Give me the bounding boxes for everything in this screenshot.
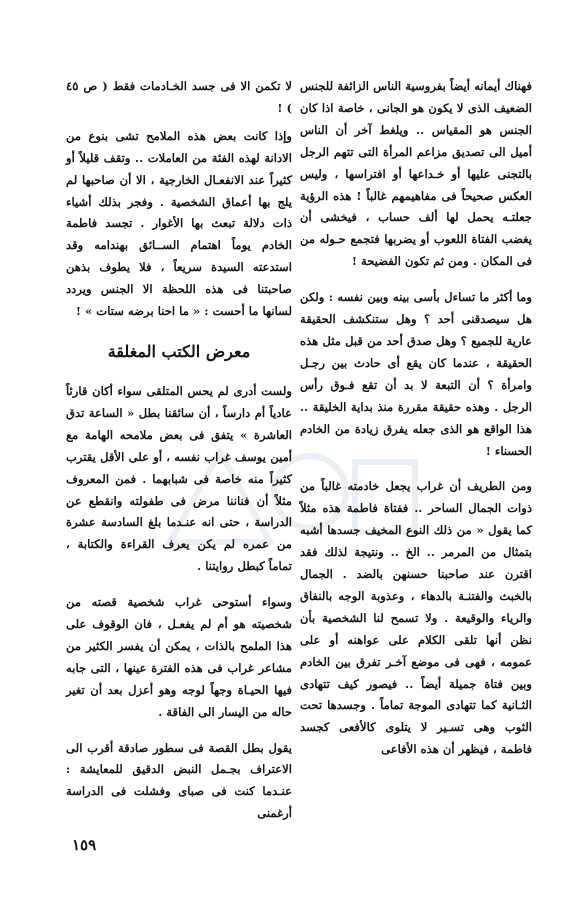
- left-column: [66, 76, 292, 839]
- left-paragraph-1: وإذا كانت بعض هذه الملامح تشى بنوع من الادانة لهذه الفئة من العاملات .. وتقف قليلاً أو كثيراً عند الانفعـال الخارجية ، الا أن صاحبها لم يلج بها أعماق الشخصية . وفجر بذلك أشياء ذات دلالة تبعث بها الأغوار . تجسد فاطمة الخادم يوماً اهتمام الســائق بهندامه وقد استدعته السيدة سريعاً ، فلا يطوف بذهن صاحبتنا فى هذه اللحظة الا الجنس ويردد لسانها ما أحست : « ما احنا برضه ستات » !: [66, 128, 292, 319]
- left-paragraph-2: ولست أدرى لم يحس المتلقى سواء أكان قارئاً عادياً أم دارساً ، أن سائقنا بطل « الساعة تدق العاشرة » يتفق فى بعض ملامحه الهامة مع أمين يوسف غراب نفسه ، أو على الأقل يقترب كثيراً منه خاصة فى شبابهما . فمن المعروف مثلاً أن فناننا مرض فى طفولته وانقطع عن الدراسة ، حتى انه عنـدما بلغ السادسة عشرة من عمره لم يكن يعرف القراءة والكتابة ، تماماً كبطل روايتنا .: [66, 383, 292, 574]
- right-paragraph-2: وما أكثر ما تساءل بأسى بينه وبين نفسه : ولكن هل سيصدقنى أحد ؟ وهل ستنكشف الحقيقة عارية للجميع ؟ وهل صدق أحد من قبل مثل هذه الحقيقة ، عندما كان يقع أى حادث بين رجـل وامرأة ؟ أن التبعة لا بد أن تقع فـوق رأس الرجل . وهذه حقيقة مقررة منذ بداية الخليقة .. هذا الواقع هو الذى جعله يفرق زيادة من الخادم الحسناء !: [300, 290, 532, 458]
- right-column: [300, 76, 532, 775]
- left-opening-paragraph: لا تكمن الا فى جسد الخـادمات فقط ( ص ٤٥ ) !: [66, 79, 292, 115]
- section-heading: معرض الكتب المغلقة: [107, 341, 251, 361]
- left-paragraph-4: يقول بطل القصة فى سطور صادقة أقرب الى الاعتراف بجـمل النبض الدقيق للمعايشة : عنـدما كنت فى صباى وفشلت فى الدراسة أرغمنى: [66, 740, 292, 821]
- page-number: ١٥٩: [72, 836, 97, 854]
- left-paragraph-3: وسواء أستوحى غراب شخصية قصته من شخصيته هو أم لم يفعـل ، فان الوقوف على هذا الملمح بالذات ، يمكن أن يفسر الكثير من مشاعر غراب فى هذه الفترة عينها ، التى جابه فيها الحيـاة وجهاً لوجه وهو أعزل بعد أن تغير حاله من اليسار الى الفاقة .: [66, 595, 292, 719]
- right-paragraph-3: ومن الطريف أن غراب يجعل خادمته غالباً من ذوات الجمال الساحر .. ففتاة فاطمة هذه مثلاً كما يقول « من ذلك النوع المخيف جسدها أشبه بتمثال من المرمر .. الخ .. ونتيجة لذلك فقد اقترن عند صاحبنا حسنهن بالضد . الجمال بالخبث والفتنـة بالدهاء ، وعذوبة الوجه بالنفاق والرياء والوقيعة . ولا تسمح لنا الشخصية بأن نظن أنها تلقى الكلام على عواهنه أو على عمومه ، فهى فى موضع آخـر تفرق بين الخادم وبين فتاة جميلة أيضاً .. فيصور كيف تتهادى الثـانية كما تتهادى الموجة تماماً . وجسدها تحت الثوب وهى تسـير لا يتلوى كالأفعى كجسد فاطمة ، فيظهر أن هذه الأفاعى: [300, 479, 532, 757]
- right-paragraph-1: فهناك أيمانه أيضاً بفروسية الناس الزائفة للجنس الضعيف الذى لا يكون هو الجانى ، خاصة اذا كان الجنس هو المقياس .. ويلغط آخر أن الناس أميل الى تصديق مزاعم المرأة التى تتهم الرجل بالتجنى عليها أو خـداعها أو افتراسها ، وليس العكس صحيحاً فى مفاهيمهم غالباً ! هذه الرؤية جعلتـه يحمل لها ألف حساب ، فيخشى أن يغضب الفتاة اللعوب أو يضربها فتجمع حـوله من فى المكان . ومن ثم تكون الفضيحة !: [300, 79, 532, 269]
